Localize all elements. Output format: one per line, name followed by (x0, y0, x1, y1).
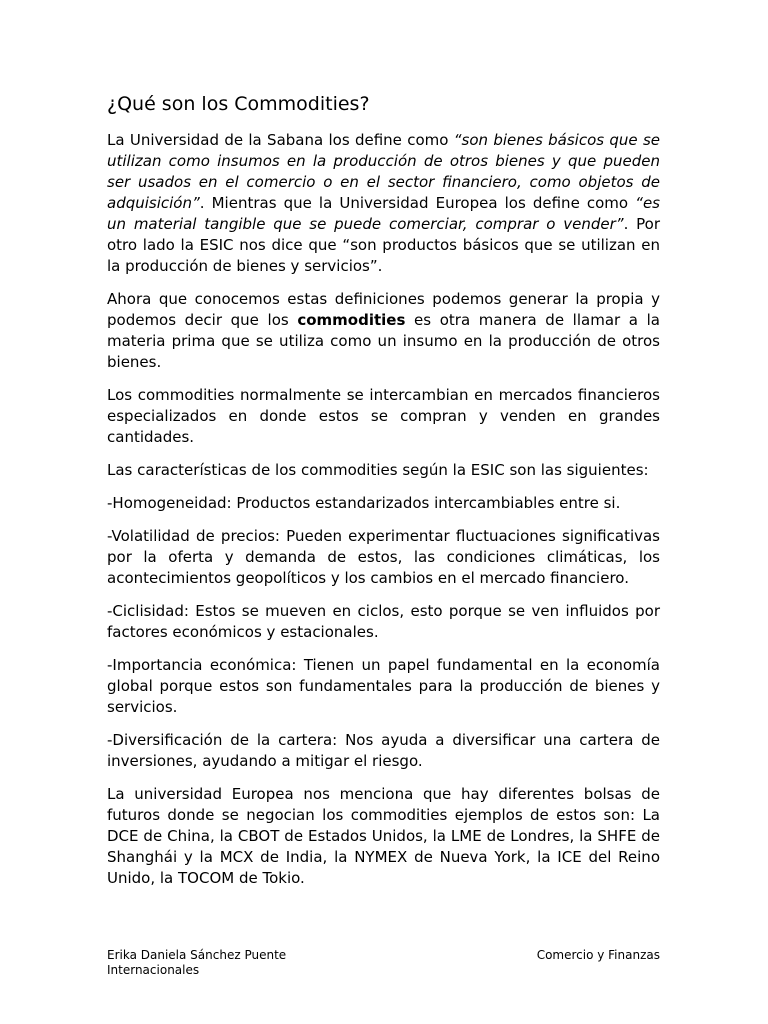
paragraph-exchanges: La universidad Europea nos menciona que hay diferentes bolsas de futuros donde se negocian los commodities ejemplos de estos son: La DCE de China, la CBOT de Estados Unidos, la LME de Londres, la SHFE de Shanghái y la MCX de India, la NYMEX de Nueva York, la ICE del Reino Unido, la TOCOM de Tokio. (107, 785, 660, 887)
characteristic-economic-importance: -Importancia económica: Tienen un papel fundamental en la economía global porque estos son fundamentales para la producción de bienes y servicios. (107, 656, 660, 716)
quote-sabana: “son bienes básicos que se utilizan como insumos en la producción de otros bienes y que pueden ser usados en el comercio o en el sector financiero, como objetos de adquisición” (107, 131, 660, 212)
characteristic-diversification: -Diversificación de la cartera: Nos ayuda a diversificar una cartera de inversiones, ayudando a mitigar el riesgo. (107, 731, 660, 770)
characteristic-volatility: -Volatilidad de precios: Pueden experimentar fluctuaciones significativas por la oferta y demanda de estos, las condiciones climáticas, los acontecimientos geopolíticos y los cambios en el mercado financiero. (107, 527, 660, 587)
footer-author (107, 948, 407, 978)
document-body (107, 92, 660, 901)
characteristic-cyclicality: -Ciclisidad: Estos se mueven en ciclos, esto porque se ven influidos por factores económicos y estacionales. (107, 602, 660, 641)
footer-course: Comercio y Finanzas (536, 948, 660, 962)
paragraph-text: Ahora que conocemos estas definiciones podemos generar la propia y podemos decir que los (107, 290, 660, 329)
paragraph-text: La Universidad de la Sabana los define como (107, 131, 454, 149)
paragraph-text: es otra manera de llamar a la materia prima que se utiliza como un insumo en la producción de otros bienes. (107, 311, 660, 371)
paragraph-characteristics-intro: Las características de los commodities según la ESIC son las siguientes: (107, 461, 649, 479)
paragraph-markets: Los commodities normalmente se intercambian en mercados financieros especializados en donde estos se compran y venden en grandes cantidades. (107, 386, 660, 446)
author-program: Internacionales (107, 963, 200, 977)
characteristic-homogeneity: -Homogeneidad: Productos estandarizados intercambiables entre si. (107, 494, 621, 512)
author-name: Erika Daniela Sánchez Puente (107, 948, 287, 962)
paragraph-text: . Mientras que la Universidad Europea los define como (199, 194, 636, 212)
paragraph-own-definition (107, 289, 660, 373)
paragraph-text: . Por otro lado la ESIC nos dice que “son productos básicos que se utilizan en la producción de bienes y servicios”. (107, 215, 660, 275)
bold-term: commodities (297, 311, 406, 329)
paragraph-definitions (107, 130, 660, 277)
quote-europea: “es un material tangible que se puede comerciar, comprar o vender” (107, 194, 660, 233)
page-title: ¿Qué son los Commodities? (107, 93, 370, 115)
